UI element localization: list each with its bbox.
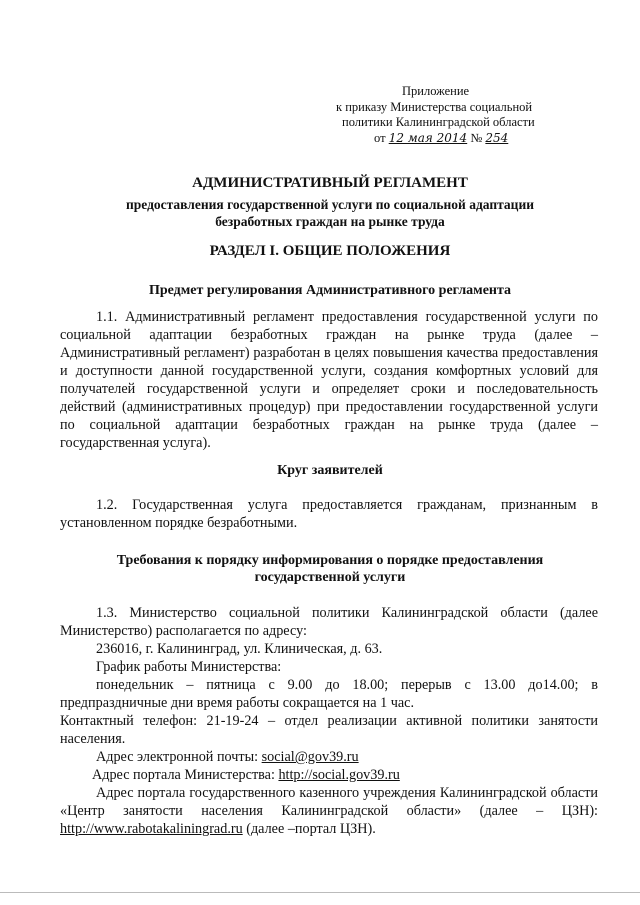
annex-order-line: к приказу Министерства социальной bbox=[336, 99, 533, 114]
email-label: Адрес электронной почты: bbox=[96, 749, 259, 765]
info-heading-line-2: государственной услуги bbox=[254, 570, 406, 585]
czn-paragraph bbox=[60, 784, 598, 838]
email-link[interactable]: social@gov39.ru bbox=[261, 749, 359, 765]
paragraph-1-2: 1.2. Государственная услуга предоставляется гражданам, признанным в установленном порядке безработными. bbox=[60, 497, 598, 531]
page-bottom-edge bbox=[0, 892, 640, 893]
ministry-address: 236016, г. Калининград, ул. Клиническая, д. 63. bbox=[96, 641, 383, 657]
portal-label: Адрес портала Министерства: bbox=[92, 767, 275, 783]
annex-ministry-line: политики Калининградской области bbox=[342, 115, 535, 129]
paragraph-1-1: 1.1. Административный регламент предоставления государственной услуги по социальной адаптации безработных граждан на рынке труда (далее – Административный регламент) разработан в целях повышения качества предоставления и доступности данной государственной услуги, создания комфортных условий для получателей государственной услуги и определяет сроки и последовательность действий (административных процедур) при предоставлении государственной услуги по социальной адаптации безработных граждан на рынке труда (далее – государственная услуга). bbox=[60, 309, 598, 451]
czn-suffix: (далее –портал ЦЗН). bbox=[246, 821, 376, 837]
annex-block bbox=[330, 84, 560, 146]
document-subtitle bbox=[60, 196, 600, 230]
schedule-label: График работы Министерства: bbox=[96, 659, 282, 675]
czn-text: Адрес портала государственного казенного учреждения Калининградской области «Центр занятости населения Калининградской области» (далее – ЦЗН): bbox=[60, 785, 598, 819]
portal-link[interactable]: http://social.gov39.ru bbox=[278, 767, 400, 783]
annex-number: 254 bbox=[485, 130, 509, 145]
paragraph-1-3: 1.3. Министерство социальной политики Калининградской области (далее Министерство) располагается по адресу: bbox=[60, 605, 598, 639]
paragraph-1-3-block bbox=[60, 604, 598, 838]
annex-date-line bbox=[330, 131, 560, 147]
subject-heading: Предмет регулирования Административного регламента bbox=[148, 283, 512, 298]
annex-number-label: № bbox=[470, 130, 483, 145]
portal-line bbox=[60, 766, 598, 784]
annex-date: 12 мая 2014 bbox=[388, 130, 468, 145]
annex-from-label: от bbox=[374, 130, 386, 145]
schedule-text: понедельник – пятница с 9.00 до 18.00; перерыв с 13.00 до14.00; в предпраздничные дни время работы сокращается на 1 час. bbox=[60, 677, 598, 711]
section-heading: РАЗДЕЛ I. ОБЩИЕ ПОЛОЖЕНИЯ bbox=[209, 243, 451, 259]
info-heading bbox=[60, 552, 600, 586]
annex-title: Приложение bbox=[402, 84, 470, 98]
czn-link[interactable]: http://www.rabotakaliningrad.ru bbox=[60, 821, 243, 837]
info-heading-line-1: Требования к порядку информирования о порядке предоставления bbox=[116, 553, 544, 568]
email-line bbox=[60, 748, 598, 766]
document-title: АДМИНИСТРАТИВНЫЙ РЕГЛАМЕНТ bbox=[192, 175, 468, 191]
subtitle-line-1: предоставления государственной услуги по социальной адаптации bbox=[125, 197, 535, 212]
applicants-heading: Круг заявителей bbox=[277, 463, 383, 478]
contact-phone: Контактный телефон: 21-19-24 – отдел реализации активной политики занятости населения. bbox=[60, 713, 598, 747]
subtitle-line-2: безработных граждан на рынке труда bbox=[215, 214, 445, 229]
